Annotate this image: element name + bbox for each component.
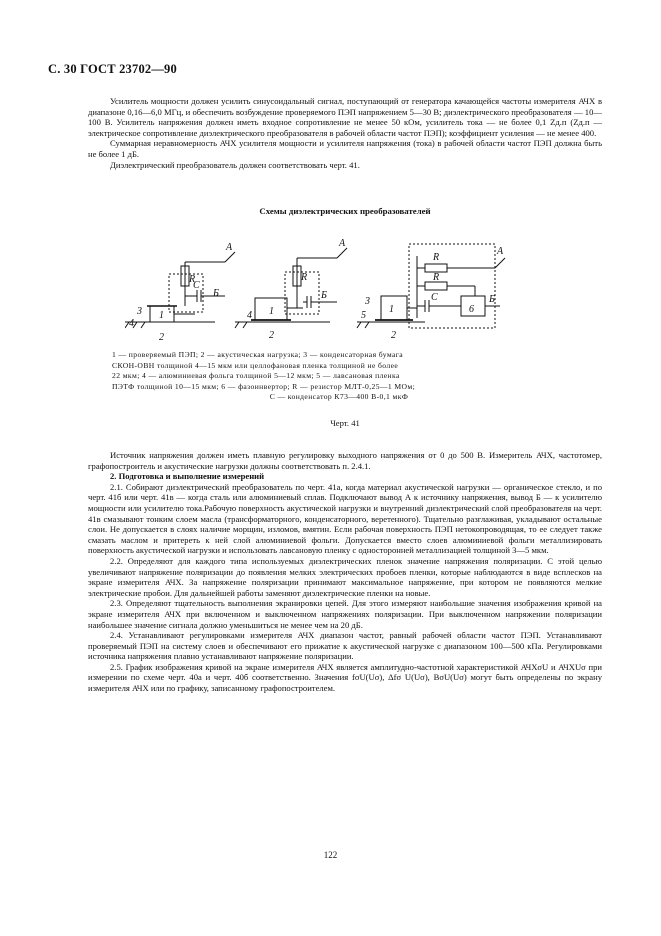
paragraph-amplifier: Усилитель мощности должен усилить синусоидальный сигнал, поступающий от генератора качающейся частоты измерителя АЧХ в диапазоне 0,16—6,0 МГц, и обеспечить возбуждение проверяемого ПЭП напряжением 5—30 В; диэлектрического преобразователя — 10—100 В. Усилитель напряжения должен иметь входное сопротивление не менее 50 кОм, усилитель тока — не более 0,1 Zд.п (Zд.п — электрическое сопротивление диэлектрического преобразователя в рабочей области частот ПЭП); коэффициент усиления — не менее 400. xyxy=(88,96,602,138)
legend-line: 22 мкм; 4 — алюминиевая фольга толщиной 5—12 мкм; 5 — лавсановая пленка xyxy=(112,371,400,381)
paragraph-2-4: 2.4. Устанавливают регулировками измерителя АЧХ диапазон частот, равный рабочей области частот ПЭП. Устанавливают проверяемый ПЭП на систему слоев и обеспечивают его прижатие к акустической нагрузке с диапазоном 100—500 кПа. Регулировками источника напряжения плавно устанавливают напряжение поляризации. xyxy=(88,630,602,662)
section-heading: 2. Подготовка и выполнение измерений xyxy=(110,471,265,482)
paragraph-2-5: 2.5. График изображения кривой на экране измерителя АЧХ является амплитудно-частотной характеристикой АЧХσU и АЧХUσ при измерении по схеме черт. 40а и черт. 40б соответственно. Значения fσU(Uσ), Δfσ U(Uσ), BσU(Uσ) могут быть определены по экрану измерителя АЧХ или по графику, записанному графопостроителем. xyxy=(88,661,602,694)
label-6: 6 xyxy=(469,304,474,315)
label-1-b: 1 xyxy=(269,306,274,317)
page-number: 122 xyxy=(323,850,338,860)
label-b-1: Б xyxy=(213,288,219,299)
paragraph-dielectric-ref: Диэлектрический преобразователь должен соответствовать черт. 41. xyxy=(110,159,360,170)
figure-legend xyxy=(112,350,566,403)
label-r-2: R xyxy=(301,272,308,283)
label-b-3: Б xyxy=(489,294,495,305)
paragraph-2-2: 2.2. Определяют для каждого типа используемых диэлектрических пленок значение напряжения поляризации. С этой целью увеличивают напряжение поляризации до появления мелких электрических пробоев пленки, которые наблюдаются в виде всплесков на экране измерителя АЧХ. За напряжение поляризации принимают максимальное напряжение, при котором не появляются мелкие электрические пробои. Для дальнейшей работы заменяют диэлектрические пленки на новые. xyxy=(88,555,602,598)
intro-text-block xyxy=(88,96,602,170)
paragraph-2-1: 2.1. Собирают диэлектрический преобразователь по черт. 41а, когда материал акустической нагрузки — органическое стекло, и по черт. 41б или черт. 41в — когда сталь или алюминиевый сплав. Подключают вывод А к источнику напряжения, вывод Б — к усилителю мощности или усилителю тока.Рабочую поверхность акустической нагрузки и внутренний диэлектрический слой преобразователя на черт. 41в смазывают тонким слоем масла (трансформаторного, конденсаторного, веретенного). Тщательно разглаживая, укладывают остальные слои. Не допускается в слоях наличие морщин, изломов, вмятин. Если рабочая поверхность ПЭП нетокопроводящая, то ее следует также смазать маслом и притереть к ней слой алюминиевой фольги. Допускается вместо слоев алюминиевой фольги металлизировать поверхность акустической нагрузки и использовать лавсановую пленку с односторонней металлизацией толщиной 3—5 мкм. xyxy=(88,481,602,556)
legend-line: СКОН-ОВН толщиной 4—15 мкм или целлофановая пленка толщиной не более xyxy=(112,360,399,370)
page-header: С. 30 ГОСТ 23702—90 xyxy=(48,62,177,76)
label-a-2: А xyxy=(339,238,346,249)
label-a-3: А xyxy=(497,246,504,257)
label-a-1: А xyxy=(226,242,233,253)
label-3-c: 3 xyxy=(365,296,370,307)
dielectric-transducer-schematics xyxy=(125,222,535,347)
paragraph-2-3: 2.3. Определяют тщательность выполнения экранировки цепей. Для этого измеряют наибольшие значения изображения кривой на экране измерителя АЧХ при включенном и выключенном напряжениях поляризации. При выключенном напряжении поляризации наибольшее значение сигнала должно уменьшиться не менее чем на 20 дБ. xyxy=(88,598,602,630)
label-b-2: Б xyxy=(321,290,327,301)
label-r-3b: R xyxy=(433,272,440,283)
paragraph-voltage-source: Источник напряжения должен иметь плавную регулировку выходного напряжения от 0 до 500 В. Измеритель АЧХ, частотомер, графопостроитель и акустические нагрузки должны соответствовать п. 2.4.1. xyxy=(88,450,602,471)
main-text-block xyxy=(88,450,602,694)
label-r-3a: R xyxy=(433,252,440,263)
label-4-b: 4 xyxy=(247,310,252,321)
legend-line: 1 — проверяемый ПЭП; 2 — акустическая нагрузка; 3 — конденсаторная бумага xyxy=(112,350,404,359)
label-2-b: 2 xyxy=(269,330,274,341)
label-3-a: 3 xyxy=(137,306,142,317)
label-2-a: 2 xyxy=(159,332,164,343)
figure-caption: Черт. 41 xyxy=(330,418,360,428)
label-1-c: 1 xyxy=(389,304,394,315)
label-2-c: 2 xyxy=(391,330,396,341)
label-1-a: 1 xyxy=(159,310,164,321)
label-r-1: R xyxy=(189,274,196,285)
legend-line: ПЭТФ толщиной 10—15 мкм; 6 — фазоинвертор; R — резистор МЛТ-0,25—1 МОм; xyxy=(112,381,416,391)
label-4-a: 4 xyxy=(129,318,134,329)
scheme-c xyxy=(357,244,505,328)
label-c-3: C xyxy=(431,292,438,303)
label-c-1: C xyxy=(193,280,200,291)
paragraph-nonuniformity: Суммарная неравномерность АЧХ усилителя мощности и усилителя напряжения (тока) в рабочей области частот ПЭП должна быть не более 1 дБ. xyxy=(88,138,602,159)
label-5-c: 5 xyxy=(361,310,366,321)
legend-line: C — конденсатор К73—400 В-0,1 мкФ xyxy=(269,392,409,402)
figure-title: Схемы диэлектрических преобразователей xyxy=(259,206,431,216)
